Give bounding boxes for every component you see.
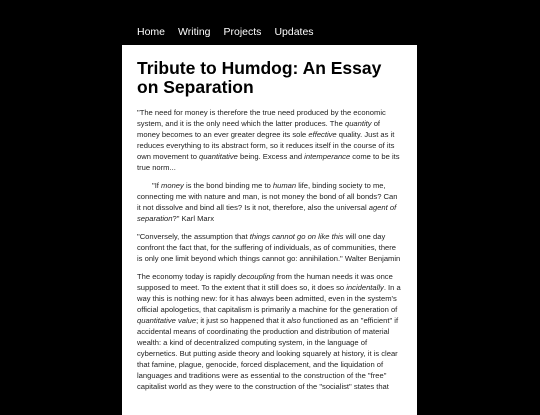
paragraph-text: being. Excess and xyxy=(237,152,305,161)
nav-home-link[interactable]: Home xyxy=(137,26,166,38)
paragraph-text: from the human needs it was once supposed to meet. To the extent that it still does so, it does so xyxy=(137,272,393,292)
paragraph-text: "Conversely, the assumption that xyxy=(137,232,250,241)
paragraph-text: . In a way this is nothing new: for it has always been admitted, even in the system's official apologetics, that capitalism is primarily a machine for the generation of xyxy=(137,283,401,314)
paragraph-text: "The need for money is therefore the true need produced by the economic system, and it is the only need which the latter produces. The xyxy=(137,108,386,128)
emphasized-text: agent of separation xyxy=(137,203,397,223)
paragraph-text: ?" Karl Marx xyxy=(172,214,214,223)
article-paragraph xyxy=(137,180,402,224)
article-title: Tribute to Humdog: An Essay on Separation xyxy=(137,58,382,97)
paragraph-text: will one day confront the fact that, for the suffering of individuals, as of communities, there is only one limit beyond which things cannot go: annihilation." Walter Benjamin xyxy=(137,232,401,263)
emphasized-text: quantitative value xyxy=(137,316,197,325)
paragraph-text: The economy today is rapidly xyxy=(137,272,238,281)
emphasized-text: quantitative xyxy=(199,152,238,161)
paragraph-text: is the bond binding me to xyxy=(183,181,273,190)
article-paragraph xyxy=(137,231,402,264)
article-content xyxy=(122,45,417,392)
emphasized-text: effective xyxy=(308,130,337,139)
article-body xyxy=(137,107,402,392)
top-nav xyxy=(137,26,327,38)
emphasized-text: quantity xyxy=(344,119,372,128)
paragraph-text: quality. Just as it reduces everything to its abstract form, so it reduces itself in the course of its own movement to xyxy=(137,130,395,161)
nav-projects-link[interactable]: Projects xyxy=(223,26,262,38)
paragraph-text: come to be its true norm... xyxy=(137,152,400,172)
emphasized-text: decoupling xyxy=(237,272,275,281)
paragraph-text: functioned as an "efficient" if accidental means of coordinating the production and distribution of material wealth: a kind of decentralized computing system, in the language of cybernetics. But putting aside theory and looking squarely at history, it is clear that famine, plague, genocide, forced displacement, and the liquidation of languages and traditions were as essential to the construction of the "free" capitalist world as they were to the construction of the "socialist" states that xyxy=(137,316,399,391)
paragraph-text: "If xyxy=(152,181,162,190)
paragraph-text: life, binding society to me, connecting me with nature and man, is not money the bond of all bonds? Can it not dissolve and bind all ties? Is it not, therefore, also the universal xyxy=(137,181,398,212)
emphasized-text: things cannot go on like this xyxy=(249,232,344,241)
emphasized-text: intemperance xyxy=(304,152,351,161)
nav-writing-link[interactable]: Writing xyxy=(178,26,211,38)
emphasized-text: also xyxy=(286,316,301,325)
paragraph-text: of money becomes to an ever greater degree its sole xyxy=(137,119,381,139)
emphasized-text: incidentally xyxy=(346,283,384,292)
article-page xyxy=(122,45,417,415)
article-paragraph xyxy=(137,107,402,173)
nav-updates-link[interactable]: Updates xyxy=(274,26,314,38)
article-paragraph xyxy=(137,271,402,392)
paragraph-text: ; it just so happened that it xyxy=(196,316,287,325)
emphasized-text: money xyxy=(161,181,184,190)
emphasized-text: human xyxy=(272,181,297,190)
